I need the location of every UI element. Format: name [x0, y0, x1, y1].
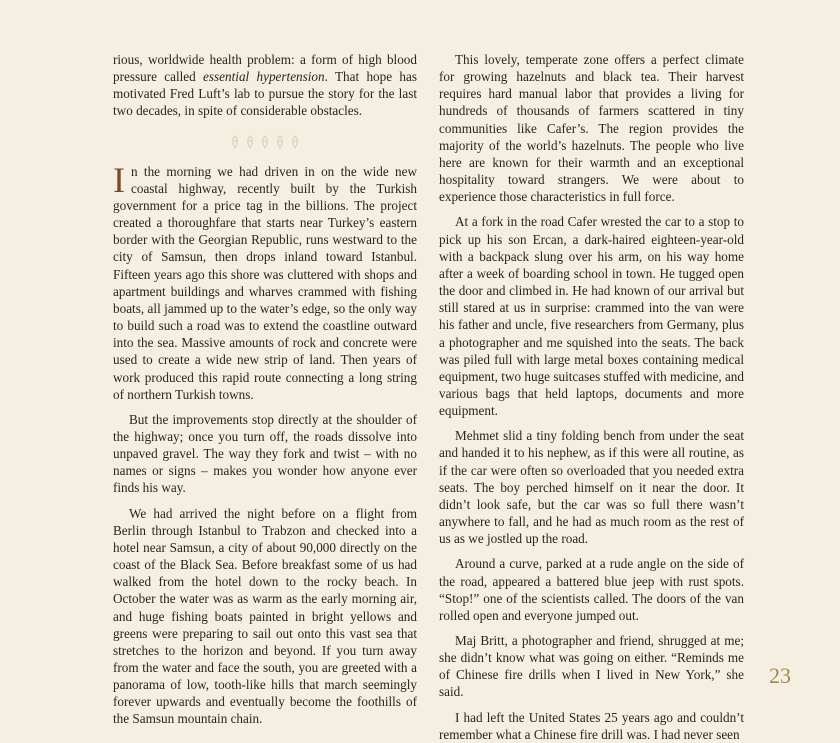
paragraph: Maj Britt, a photographer and friend, shrugged at me; she didn’t know what was going on either. “Reminds me of Chinese fire drills when I lived in New York,” she said.: [439, 633, 744, 700]
section-ornament: [113, 127, 417, 157]
flourish-icon: [245, 135, 255, 149]
drop-cap: I: [113, 159, 125, 200]
flourish-icon: [290, 135, 300, 149]
paragraph: [113, 159, 417, 403]
paragraph: At a fork in the road Cafer wrested the car to a stop to pick up his son Ercan, a dark-haired eighteen-year-old with a backpack slung over his arm, on his way home after a week of boarding school in town. He tugged open the door and climbed in. He had known of our arrival but still stared at us in surprise: crammed into the van were his father and uncle, five researchers from Germany, plus a photographer and me squished into the seats. The back was piled full with large metal boxes containing medical equipment, two huge suitcases stuffed with medicine, and various bags that held laptops, documents and more equipment.: [439, 214, 744, 419]
text-run: n the morning we had driven in on the wide new coastal highway, recently built by the Turkish government for a price tag in the billions. The project created a thoroughfare that starts near Turkey’s eastern border with the Georgian Republic, runs westward to the city of Samsun, then drops inland toward Istanbul. Fifteen years ago this shore was cluttered with shops and apartment buildings and wharves crammed with fishing boats, all jammed up to the water’s edge, so the only way to build such a road was to extend the coastline outward into the sea. Massive amounts of rock and concrete were used to create a wide new strip of land. Then years of work produced this rapid route connecting a long string of northern Turkish towns.: [113, 163, 417, 402]
page-number: 23: [769, 663, 791, 688]
flourish-icon: [275, 135, 285, 149]
paragraph: [113, 51, 417, 120]
flourish-icon: [230, 135, 240, 149]
paragraph: Around a curve, parked at a rude angle on the side of the road, appeared a battered blue jeep with rust spots. “Stop!” one of the scientists called. The doors of the van rolled open and everyone jumped out.: [439, 556, 744, 623]
left-column: [113, 51, 417, 728]
flourish-icon: [260, 135, 270, 149]
right-column: [439, 51, 744, 743]
paragraph: We had arrived the night before on a flight from Berlin through Istanbul to Trabzon and checked into a hotel near Samsun, a city of about 90,000 directly on the coast of the Black Sea. Before breakfast some of us had walked from the hotel down to the rocky beach. In October the water was as warm as the early morning air, and huge fishing boats painted in bright yellows and greens were preparing to sail out onto this vast sea that stretches to the horizon and beyond. If you turn away from the water and face the south, you are greeted with a panorama of low, tooth-like hills that march seemingly forever upwards and eventually become the foothills of the Samsun mountain chain.: [113, 505, 417, 727]
text-run: . That hope has motivated Fred Luft’s lab to pursue the story for the last two decades, in spite of considerable obstacles.: [113, 69, 417, 119]
text-run: rious, worldwide health problem: a form of high blood pressure called: [113, 52, 417, 85]
paragraph: I had left the United States 25 years ago and couldn’t remember what a Chinese fire drill was. I had never seen: [439, 709, 744, 742]
paragraph: This lovely, temperate zone offers a perfect climate for growing hazelnuts and black tea. Their harvest requires hard manual labor that provides a living for hundreds of thousands of farmers scattered in tiny communities like Cafer’s. The region provides the majority of the world’s hazelnuts. The people who live here are known for their warmth and an exceptional hospitality toward strangers. We were about to experience those characteristics in full force.: [439, 52, 744, 205]
paragraph: Mehmet slid a tiny folding bench from under the seat and handed it to his nephew, as if this were all routine, as if the car were often so overloaded that you needed extra seats. The boy perched himself on it near the door. It didn’t look safe, but the car was so full there wasn’t anywhere to fall, and he had as much room as the rest of us as we jostled up the road.: [439, 428, 744, 547]
italic-term: essential hypertension: [203, 69, 325, 85]
paragraph: But the improvements stop directly at the shoulder of the highway; once you turn off, the roads dissolve into unpaved gravel. The way they fork and twist – with no names or signs – makes you wonder how anyone ever finds his way.: [113, 411, 417, 496]
